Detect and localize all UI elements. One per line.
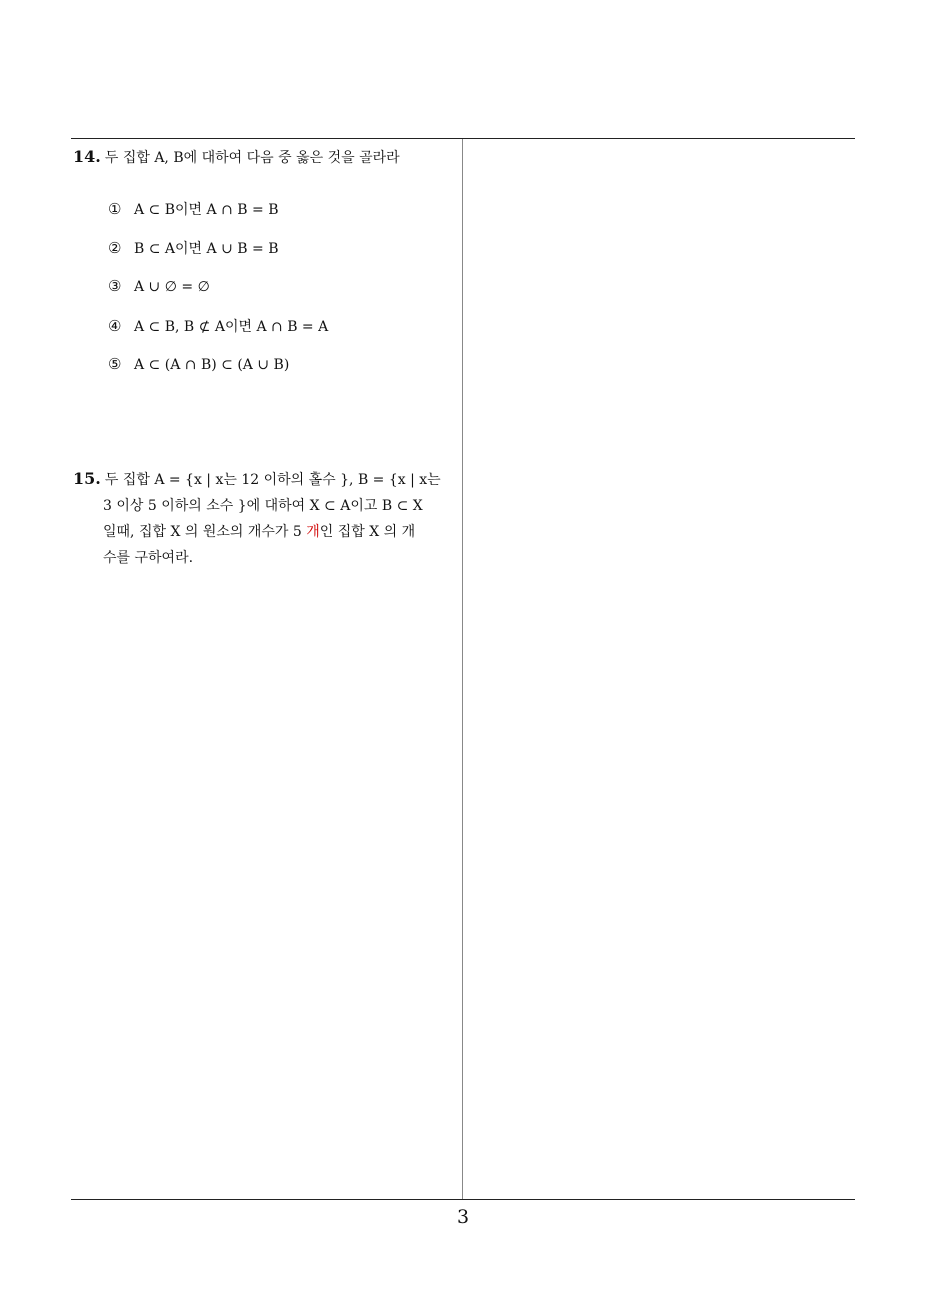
- question-14: [73, 147, 457, 373]
- choice-1[interactable]: [108, 199, 328, 238]
- question-15-line-1: [73, 466, 457, 493]
- choice-2[interactable]: [108, 238, 328, 277]
- bottom-rule: [71, 1199, 855, 1200]
- choice-text: A ⊂ B, B ⊄ A이면 A ∩ B = A: [134, 319, 329, 335]
- choice-number: ⑤: [108, 355, 122, 373]
- question-15-line-4: 수를 구하여라.: [103, 550, 194, 566]
- question-14-stem-line: [73, 147, 457, 167]
- stem-text: 일때, 집합 X 의 원소의 개수가 5: [103, 524, 302, 540]
- choice-text: A ⊂ B이면 A ∩ B = B: [134, 202, 279, 218]
- question-15-stem: [73, 466, 457, 571]
- stem-text: 인 집합 X 의 개: [319, 524, 416, 540]
- choice-number: ①: [108, 200, 122, 218]
- choice-text: A ∪ ∅ = ∅: [134, 279, 210, 295]
- choice-number: ④: [108, 317, 122, 335]
- question-15-line-3: [73, 519, 457, 545]
- choice-3[interactable]: [108, 277, 328, 316]
- question-number: 14.: [73, 147, 101, 166]
- column-divider: [462, 139, 463, 1200]
- question-number: 15.: [73, 469, 101, 488]
- stem-text: 두 집합 A = {x | x는 12 이하의 홀수 }, B = {x | x는: [104, 472, 441, 488]
- choice-number: ②: [108, 239, 122, 257]
- choice-text: A ⊂ (A ∩ B) ⊂ (A ∪ B): [134, 357, 290, 373]
- choice-5[interactable]: [108, 355, 328, 394]
- choice-text: B ⊂ A이면 A ∪ B = B: [134, 241, 279, 257]
- question-15: [73, 466, 457, 571]
- highlighted-word: 개: [306, 524, 320, 540]
- page-number: 3: [456, 1206, 470, 1228]
- top-rule: [71, 138, 855, 139]
- choice-4[interactable]: [108, 316, 328, 355]
- choice-list: [108, 199, 328, 394]
- question-15-line-2: 3 이상 5 이하의 소수 }에 대하여 X ⊂ A이고 B ⊂ X: [103, 498, 423, 514]
- question-stem: 두 집합 A, B에 대하여 다음 중 옳은 것을 골라라: [104, 150, 400, 166]
- choice-number: ③: [108, 277, 122, 295]
